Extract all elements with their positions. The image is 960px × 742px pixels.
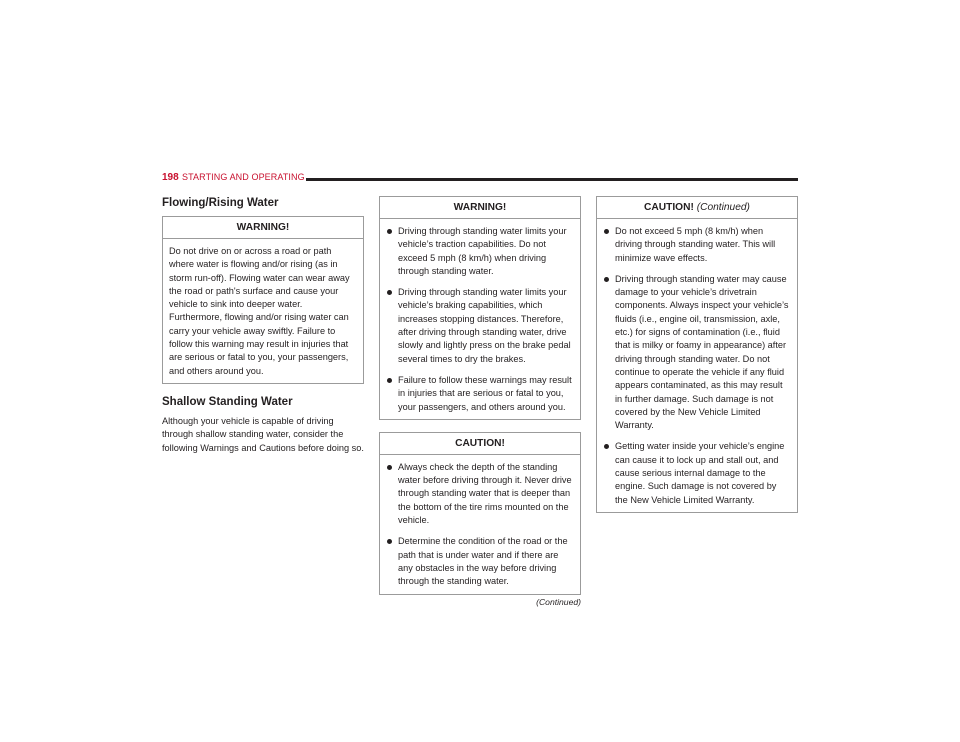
list-item: Driving through standing water may cause damage to your vehicle’s drivetrain components. Always inspect your vehicle’s fluids (i.e., engine oil, transmission, axle, etc.) for signs of contamination (i.e., fluid that is milky or foamy in appearance) after driving through standing water. Do not continue to operate the vehicle if any fluid appears contaminated, as this may result in further damage. Such damage is not covered by the New Vehicle Limited Warranty. bbox=[603, 273, 791, 433]
column-middle bbox=[379, 196, 581, 607]
page-number: 198 bbox=[162, 172, 179, 183]
shallow-water-paragraph: Although your vehicle is capable of driving through shallow standing water, consider the following Warnings and Cautions before doing so. bbox=[162, 415, 364, 453]
warning-box-body bbox=[380, 219, 580, 419]
list-item: Driving through standing water limits your vehicle’s traction capabilities. Do not exceed 5 mph (8 km/h) when driving through standing water. bbox=[386, 225, 574, 278]
warning-box-flowing bbox=[162, 216, 364, 384]
list-item: Driving through standing water limits your vehicle’s braking capabilities, which increases stopping distances. Therefore, after driving through standing water, drive slowly and lightly press on the brake pedal several times to dry the brakes. bbox=[386, 286, 574, 366]
bullet-icon bbox=[387, 290, 392, 295]
caution-box bbox=[379, 432, 581, 595]
bullet-icon bbox=[604, 444, 609, 449]
heading-flowing-rising-water: Flowing/Rising Water bbox=[162, 197, 279, 209]
continued-label: (Continued) bbox=[536, 596, 581, 607]
caution-box-continued bbox=[596, 196, 798, 513]
caution-box-title: CAUTION! bbox=[380, 433, 580, 455]
list-item: Always check the depth of the standing water before driving through it. Never drive through standing water that is deeper than the bottom of the tire rims mounted on the vehicle. bbox=[386, 461, 574, 527]
bullet-icon bbox=[604, 277, 609, 282]
column-right bbox=[596, 196, 798, 513]
warning-box-title: WARNING! bbox=[163, 217, 363, 239]
heading-shallow-standing-water: Shallow Standing Water bbox=[162, 395, 293, 408]
bullet-icon bbox=[387, 539, 392, 544]
caution-box-body bbox=[380, 455, 580, 594]
section-title: STARTING AND OPERATING bbox=[182, 172, 305, 182]
page-header bbox=[162, 172, 798, 186]
warning-text: Do not drive on or across a road or path where water is flowing and/or rising (as in storm run-off). Flowing water can wear away the road or path's surface and cause your vehicle to sink into deeper water. Furthermore, flowing and/or rising water can carry your vehicle away swiftly. Failure to follow this warning may result in injuries that are serious or fatal to you, your passengers, and others around you. bbox=[169, 246, 350, 376]
list-item: Do not exceed 5 mph (8 km/h) when driving through standing water. This will minimize wave effects. bbox=[603, 225, 791, 265]
header-rule bbox=[306, 178, 798, 181]
caution-title: CAUTION! bbox=[644, 202, 694, 213]
warning-box-standing-water bbox=[379, 196, 581, 420]
caution-box-body bbox=[597, 219, 797, 512]
column-left bbox=[162, 196, 364, 455]
bullet-icon bbox=[387, 465, 392, 470]
bullet-icon bbox=[387, 229, 392, 234]
list-item: Determine the condition of the road or the path that is under water and if there are any obstacles in the way before driving through the standing water. bbox=[386, 535, 574, 588]
bullet-icon bbox=[604, 229, 609, 234]
caution-box-title bbox=[597, 197, 797, 219]
warning-box-title: WARNING! bbox=[380, 197, 580, 219]
warning-box-body bbox=[163, 239, 363, 383]
caution-continued-label: (Continued) bbox=[696, 202, 750, 213]
list-item: Failure to follow these warnings may result in injuries that are serious or fatal to you, your passengers, and others around you. bbox=[386, 374, 574, 414]
bullet-icon bbox=[387, 378, 392, 383]
list-item: Getting water inside your vehicle’s engine can cause it to lock up and stall out, and cause serious internal damage to the engine. Such damage is not covered by the New Vehicle Limited Warranty. bbox=[603, 440, 791, 506]
